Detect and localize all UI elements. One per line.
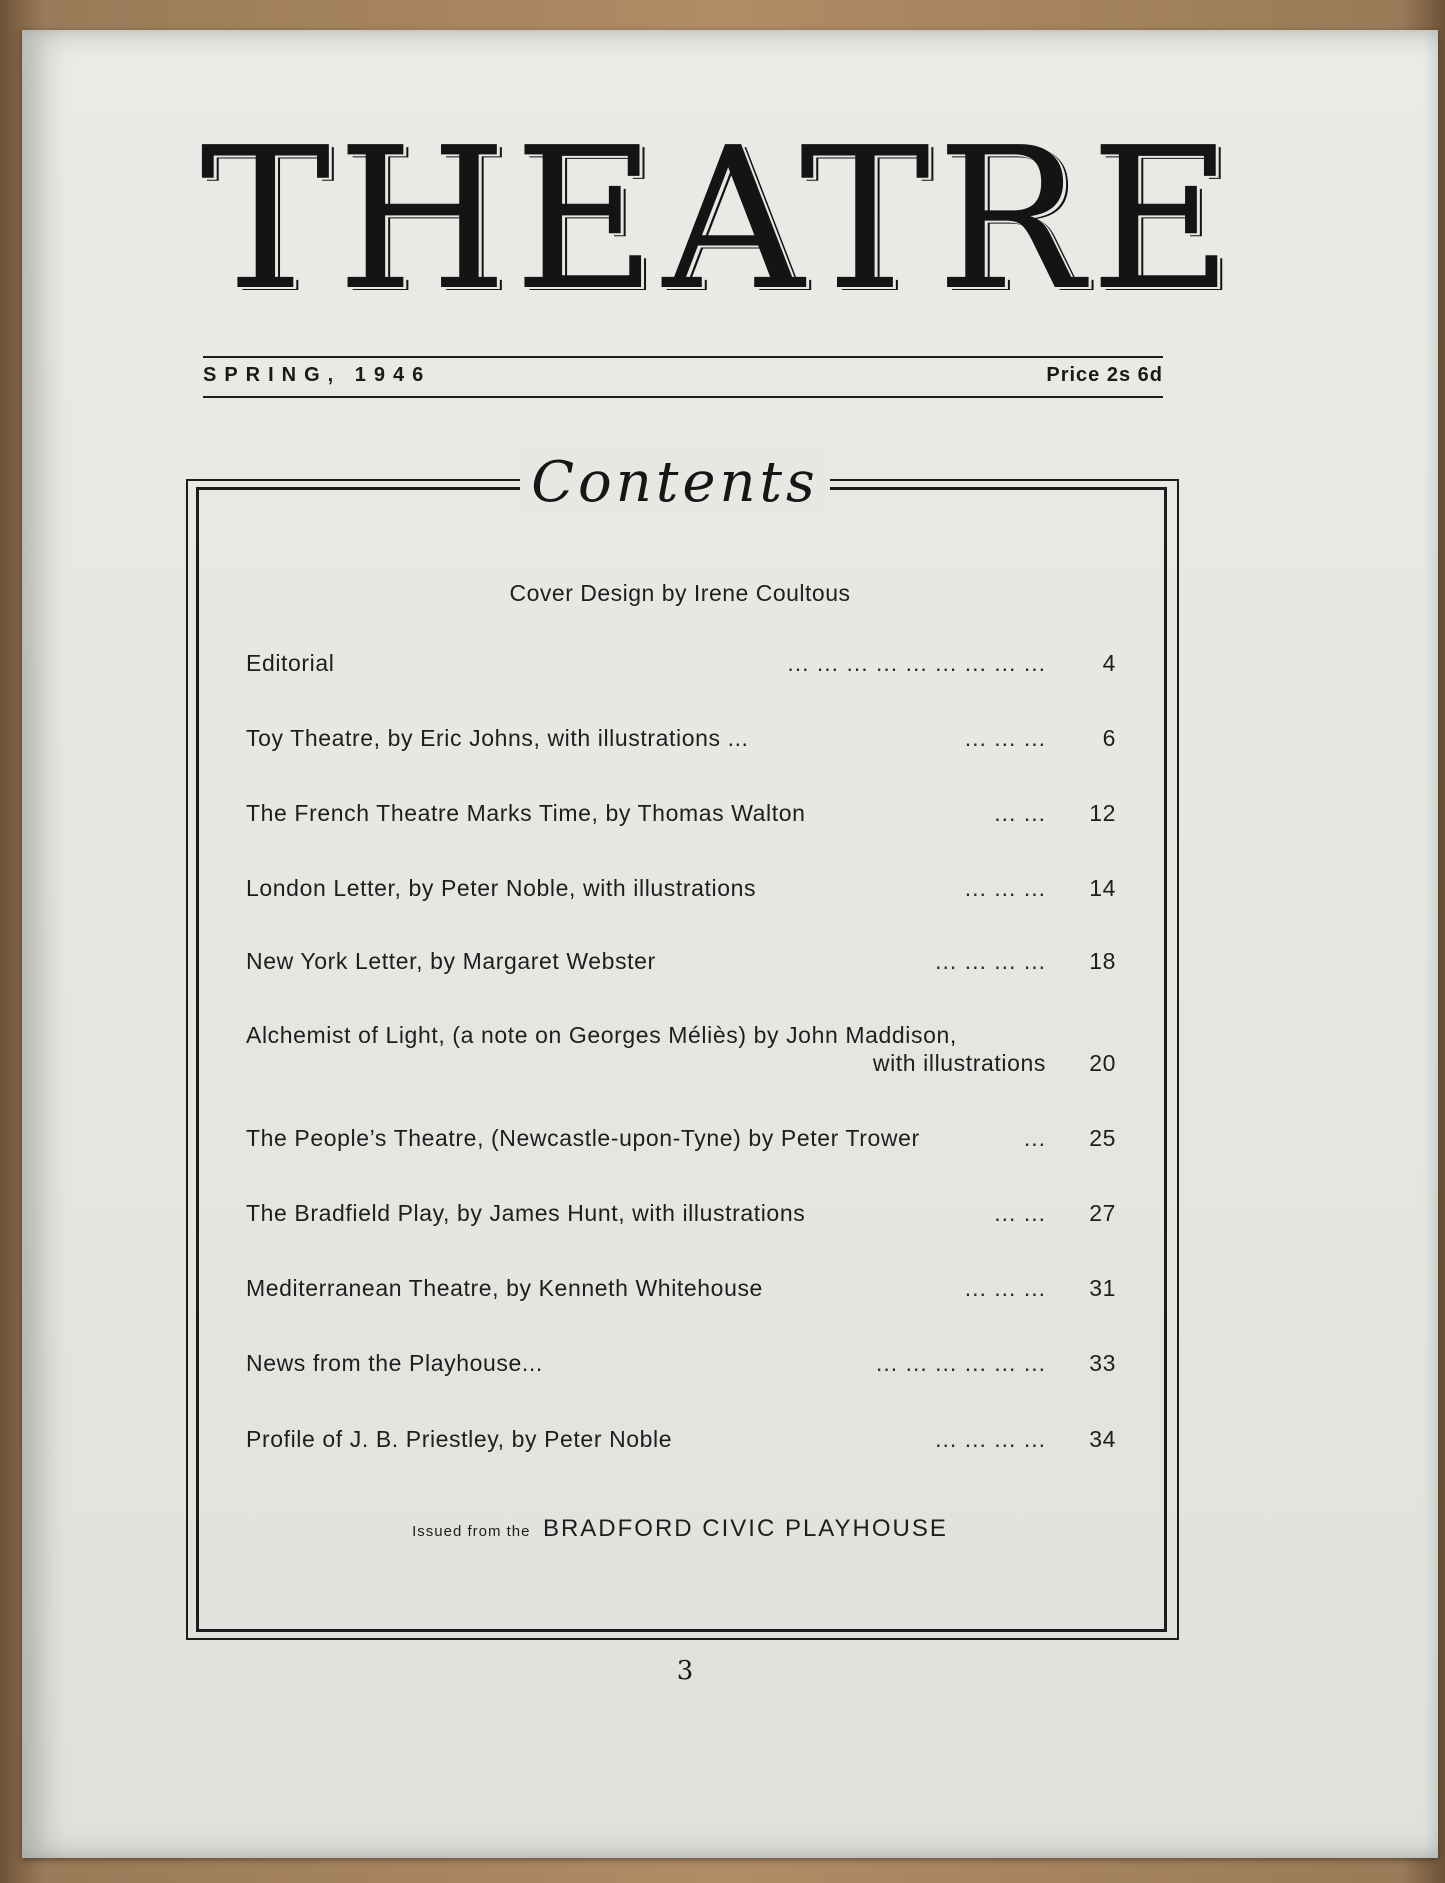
toc-entry-page: 4 xyxy=(1102,650,1116,676)
toc-entry-leader: ... ... xyxy=(994,1200,1046,1226)
toc-entry-title: Editorial xyxy=(246,650,335,676)
publisher-name: BRADFORD CIVIC PLAYHOUSE xyxy=(542,1515,948,1542)
issue-line xyxy=(203,360,1163,394)
toc-entry-title-continued: with illustrations xyxy=(872,1050,1046,1076)
toc-entry-leader: ... ... xyxy=(994,800,1046,826)
toc-entry xyxy=(246,1022,1116,1092)
toc-entry-page: 18 xyxy=(1089,948,1116,974)
toc-entry xyxy=(246,1200,1116,1240)
toc-entry-page: 31 xyxy=(1089,1275,1116,1301)
toc-entry-page: 12 xyxy=(1089,800,1116,826)
toc-entry-page: 20 xyxy=(1089,1050,1116,1076)
masthead-bottom-rule xyxy=(203,396,1163,398)
toc-entry-title: Mediterranean Theatre, by Kenneth Whitehouse xyxy=(246,1275,763,1301)
toc-entry xyxy=(246,1275,1116,1315)
toc-entry xyxy=(246,1426,1116,1466)
issue-price: Price 2s 6d xyxy=(1046,364,1163,386)
toc-entry-leader: ... ... ... ... xyxy=(935,948,1046,974)
toc-entry-leader: ... ... ... ... ... ... ... ... ... xyxy=(787,650,1046,676)
toc-entry-page: 14 xyxy=(1089,875,1116,901)
toc-entry-title: The French Theatre Marks Time, by Thomas Walton xyxy=(246,800,806,826)
toc-entry-title: Alchemist of Light, (a note on Georges Méliès) by John Maddison, xyxy=(246,1022,957,1048)
contents-heading: Contents xyxy=(520,448,830,518)
toc-entry xyxy=(246,800,1116,840)
toc-entry-leader: ... ... ... xyxy=(964,1275,1046,1301)
toc-entry xyxy=(246,725,1116,765)
issued-from-label: Issued from the xyxy=(412,1523,531,1540)
toc-entry-title: The Bradfield Play, by James Hunt, with illustrations xyxy=(246,1200,806,1226)
publisher-line xyxy=(260,1515,1100,1543)
masthead-title: THEATRE xyxy=(200,106,1239,334)
toc-entry xyxy=(246,1350,1116,1390)
toc-entry xyxy=(246,650,1116,690)
toc-entry-page: 33 xyxy=(1089,1350,1116,1376)
toc-entry-leader: ... ... ... xyxy=(964,875,1046,901)
toc-entry-title: London Letter, by Peter Noble, with illustrations xyxy=(246,875,757,901)
toc-entry-page: 25 xyxy=(1089,1125,1116,1151)
toc-entry-leader: ... xyxy=(1023,1125,1046,1151)
masthead-top-rule xyxy=(203,356,1163,358)
toc-entry-leader: ... ... ... ... xyxy=(935,1426,1046,1452)
toc-entry-title: The People’s Theatre, (Newcastle-upon-Tyne) by Peter Trower xyxy=(246,1125,920,1151)
toc-entry xyxy=(246,1125,1116,1165)
toc-entry-page: 34 xyxy=(1089,1426,1116,1452)
toc-entry-page: 27 xyxy=(1089,1200,1116,1226)
cover-credit: Cover Design by Irene Coultous xyxy=(509,580,851,606)
page-number: 3 xyxy=(676,1656,694,1686)
toc-entry-title: New York Letter, by Margaret Webster xyxy=(246,948,656,974)
toc-entry-title: Profile of J. B. Priestley, by Peter Noble xyxy=(246,1426,673,1452)
toc-entry-leader: ... ... ... xyxy=(964,725,1046,751)
toc-entry xyxy=(246,948,1116,988)
issue-date: SPRING, 1946 xyxy=(203,364,432,386)
toc-entry-leader: ... ... ... ... ... ... xyxy=(876,1350,1046,1376)
toc-entry-page: 6 xyxy=(1102,725,1116,751)
toc-entry xyxy=(246,875,1116,915)
toc-entry-title: Toy Theatre, by Eric Johns, with illustrations ... xyxy=(246,725,749,751)
toc-entry-title: News from the Playhouse... xyxy=(246,1350,543,1376)
